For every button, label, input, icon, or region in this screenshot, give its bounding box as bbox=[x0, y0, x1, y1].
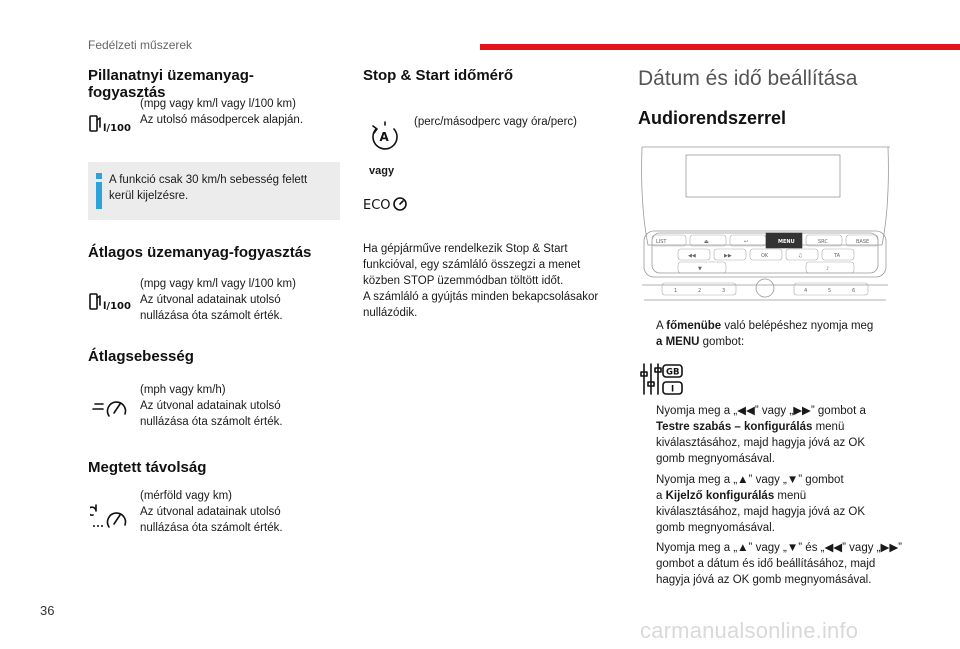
audio-system-subtitle: Audiorendszerrel bbox=[638, 108, 787, 128]
svg-text:♫: ♫ bbox=[798, 253, 803, 259]
svg-text:I: I bbox=[671, 384, 675, 395]
svg-text:◀◀: ◀◀ bbox=[688, 253, 696, 259]
distance-desc: (mérföld vagy km) Az útvonal adatainak utolsó nullázása óta számolt érték. bbox=[140, 490, 283, 534]
average-consumption-title: Átlagos üzemanyag-fogyasztás bbox=[88, 244, 312, 261]
eco-timer-icon bbox=[362, 193, 412, 215]
distance-icon bbox=[90, 502, 132, 530]
settings-language-icon bbox=[640, 362, 686, 396]
info-note-text: A funkció csak 30 km/h sebesség felett kerül kijelzésre. bbox=[109, 174, 308, 202]
svg-text:GB: GB bbox=[666, 367, 680, 378]
stop-start-timer-icon bbox=[368, 120, 402, 154]
svg-text:TA: TA bbox=[834, 253, 841, 259]
or-label: vagy bbox=[369, 165, 395, 177]
stop-start-paragraph: Ha gépjárműve rendelkezik Stop & Start funkcióval, egy számláló összegzi a menet közben STOP üzemmódban töltött időt. A számláló a gyújtás minden bekapcsolásakor nullázódik. bbox=[363, 243, 599, 319]
svg-text:ECO: ECO bbox=[363, 198, 391, 213]
average-consumption-desc: (mpg vagy km/l vagy l/100 km) Az útvonal adatainak utolsó nullázása óta számolt érték. bbox=[140, 278, 296, 322]
info-note-box bbox=[88, 162, 340, 220]
instruction-step-3: Nyomja meg a „▲” vagy „▼” gombot a Kijelző konfigurálás menü kiválasztásához, majd hagyja jóvá az OK gomb megnyomásával. bbox=[656, 474, 866, 534]
svg-text:BASE: BASE bbox=[856, 239, 870, 245]
svg-text:SRC: SRC bbox=[818, 239, 828, 245]
distance-title: Megtett távolság bbox=[88, 459, 207, 476]
instruction-step-1: A főmenübe való belépéshez nyomja meg a MENU gombot: bbox=[656, 320, 874, 348]
svg-text:6: 6 bbox=[852, 288, 856, 294]
svg-text:A: A bbox=[379, 130, 389, 144]
svg-text:▶▶: ▶▶ bbox=[724, 253, 732, 259]
instant-consumption-title: Pillanatnyi üzemanyag- fogyasztás bbox=[88, 67, 254, 101]
svg-text:♪: ♪ bbox=[826, 266, 830, 272]
svg-text:4: 4 bbox=[804, 288, 808, 294]
instant-consumption-desc: (mpg vagy km/l vagy l/100 km) Az utolsó másodpercek alapján. bbox=[140, 98, 304, 126]
fuel-consumption-icon bbox=[88, 290, 132, 312]
svg-text:⏏: ⏏ bbox=[704, 239, 709, 245]
svg-text:5: 5 bbox=[828, 288, 832, 294]
page-number: 36 bbox=[40, 603, 55, 618]
info-icon bbox=[96, 173, 102, 209]
instruction-step-4: Nyomja meg a „▲” vagy „▼” és „◀◀” vagy „▶▶” gombot a dátum és idő beállításához, majd hagyja jóvá az OK gomb megnyomásával. bbox=[656, 542, 903, 586]
audio-system-illustration bbox=[638, 145, 892, 307]
stop-start-units: (perc/másodperc vagy óra/perc) bbox=[414, 116, 577, 128]
fuel-consumption-icon bbox=[88, 112, 132, 134]
svg-text:▼: ▼ bbox=[698, 266, 702, 272]
svg-text:1: 1 bbox=[674, 288, 678, 294]
stop-start-title: Stop & Start időmérő bbox=[363, 67, 514, 84]
watermark: carmanualsonline.info bbox=[640, 618, 859, 643]
svg-text:3: 3 bbox=[722, 288, 726, 294]
date-time-title: Dátum és idő beállítása bbox=[638, 67, 858, 90]
header-accent-bar bbox=[480, 44, 960, 50]
section-header: Fedélzeti műszerek bbox=[88, 38, 193, 52]
svg-text:OK: OK bbox=[761, 253, 769, 259]
svg-text:↩: ↩ bbox=[744, 239, 749, 245]
speed-gauge-icon bbox=[92, 394, 132, 420]
average-speed-desc: (mph vagy km/h) Az útvonal adatainak utolsó nullázása óta számolt érték. bbox=[140, 384, 283, 428]
average-speed-title: Átlagsebesség bbox=[88, 348, 194, 365]
svg-text:LIST: LIST bbox=[656, 239, 667, 245]
svg-text:l/100: l/100 bbox=[103, 123, 131, 134]
instruction-step-2: Nyomja meg a „◀◀” vagy „▶▶” gombot a Testre szabás – konfigurálás menü kiválasztásához, majd hagyja jóvá az OK gomb megnyomásával. bbox=[656, 405, 866, 465]
svg-text:l/100: l/100 bbox=[103, 301, 131, 312]
svg-text:MENU: MENU bbox=[778, 239, 795, 245]
svg-text:2: 2 bbox=[698, 288, 702, 294]
